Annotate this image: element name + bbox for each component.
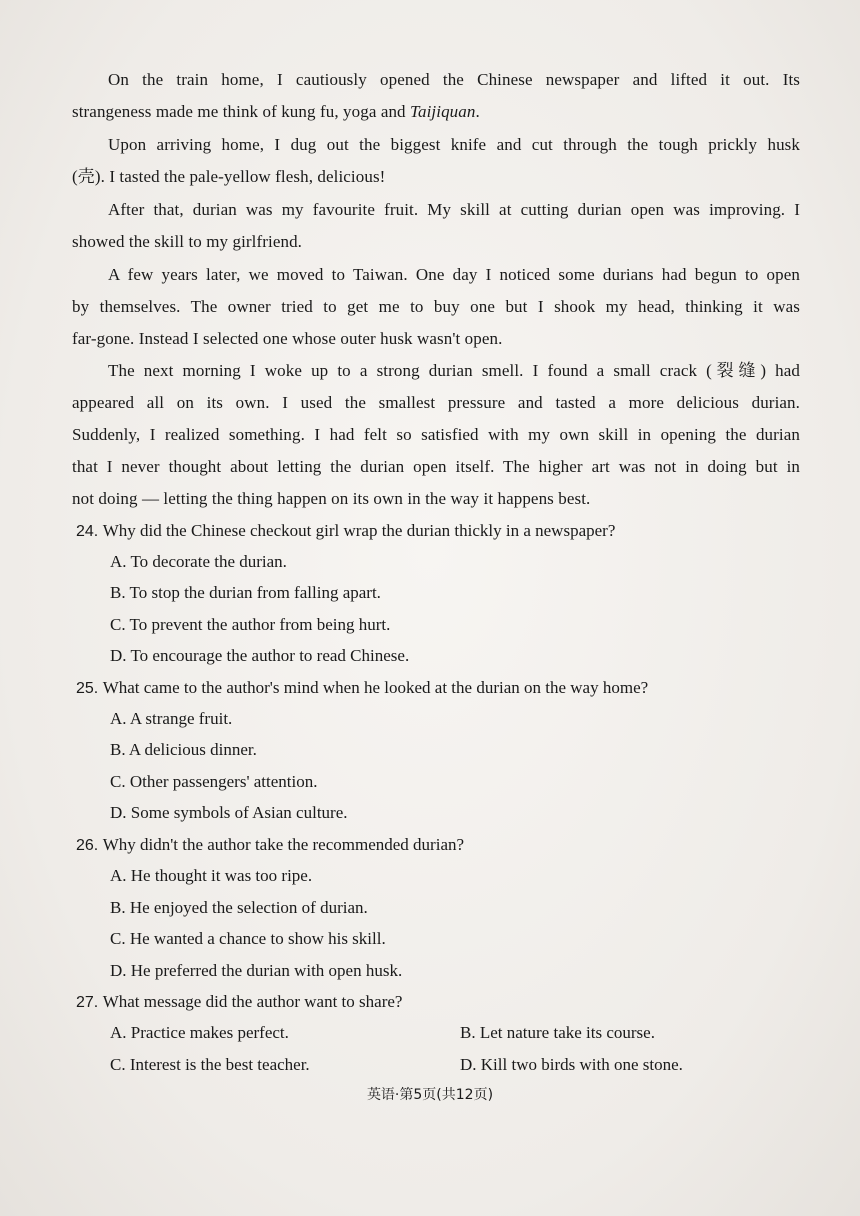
option-24-b[interactable]: B. To stop the durian from falling apart. bbox=[110, 583, 381, 602]
option-24-c[interactable]: C. To prevent the author from being hurt. bbox=[110, 615, 391, 634]
passage-line: strangeness made me think of kung fu, yoga and Taijiquan. bbox=[72, 102, 480, 121]
passage-line: (壳). I tasted the pale-yellow flesh, delicious! bbox=[72, 167, 386, 186]
passage-line: appeared all on its own. I used the smallest pressure and tasted a more delicious durian. bbox=[72, 393, 800, 412]
question-24 bbox=[76, 520, 615, 543]
passage-line: by themselves. The owner tried to get me to buy one but I shook my head, thinking it was bbox=[72, 297, 800, 316]
page-footer: 英语·第5页(共12页) bbox=[366, 1087, 494, 1103]
question-text: Why didn't the author take the recommended durian? bbox=[102, 835, 465, 854]
question-26 bbox=[76, 834, 464, 857]
passage-line: showed the skill to my girlfriend. bbox=[72, 232, 303, 251]
option-25-b[interactable]: B. A delicious dinner. bbox=[110, 740, 257, 759]
question-number: 25. bbox=[76, 680, 103, 697]
option-26-c[interactable]: C. He wanted a chance to show his skill. bbox=[110, 929, 386, 948]
option-27-a[interactable]: A. Practice makes perfect. bbox=[110, 1023, 289, 1042]
option-26-a[interactable]: A. He thought it was too ripe. bbox=[110, 866, 313, 885]
question-number: 27. bbox=[76, 994, 103, 1011]
question-25 bbox=[76, 677, 648, 700]
question-27 bbox=[76, 991, 402, 1014]
option-25-d[interactable]: D. Some symbols of Asian culture. bbox=[110, 803, 348, 822]
option-26-d[interactable]: D. He preferred the durian with open husk. bbox=[110, 961, 403, 980]
option-25-c[interactable]: C. Other passengers' attention. bbox=[110, 772, 318, 791]
passage-line: Suddenly, I realized something. I had felt so satisfied with my own skill in opening the durian bbox=[72, 425, 800, 444]
question-number: 26. bbox=[76, 837, 103, 854]
passage-line: The next morning I woke up to a strong durian smell. I found a small crack (裂缝) had bbox=[108, 361, 800, 380]
option-24-a[interactable]: A. To decorate the durian. bbox=[110, 552, 287, 571]
question-text: What message did the author want to share? bbox=[102, 992, 403, 1011]
option-24-d[interactable]: D. To encourage the author to read Chinese. bbox=[110, 646, 410, 665]
option-25-a[interactable]: A. A strange fruit. bbox=[110, 709, 233, 728]
option-27-d[interactable]: D. Kill two birds with one stone. bbox=[460, 1055, 683, 1074]
italic-term: Taijiquan bbox=[410, 102, 476, 121]
passage-line: that I never thought about letting the durian open itself. The higher art was not in doing but in bbox=[72, 457, 800, 476]
question-text: Why did the Chinese checkout girl wrap the durian thickly in a newspaper? bbox=[102, 521, 616, 540]
option-26-b[interactable]: B. He enjoyed the selection of durian. bbox=[110, 898, 368, 917]
option-27-b[interactable]: B. Let nature take its course. bbox=[460, 1023, 655, 1042]
passage-line: not doing — letting the thing happen on its own in the way it happens best. bbox=[72, 489, 591, 508]
question-number: 24. bbox=[76, 523, 103, 540]
passage-line: far-gone. Instead I selected one whose outer husk wasn't open. bbox=[72, 329, 503, 348]
question-text: What came to the author's mind when he looked at the durian on the way home? bbox=[102, 678, 649, 697]
passage-line: After that, durian was my favourite fruit. My skill at cutting durian open was improving. I bbox=[108, 200, 800, 219]
passage-line: On the train home, I cautiously opened the Chinese newspaper and lifted it out. Its bbox=[108, 70, 800, 89]
option-27-c[interactable]: C. Interest is the best teacher. bbox=[110, 1055, 310, 1074]
passage-line: Upon arriving home, I dug out the biggest knife and cut through the tough prickly husk bbox=[108, 135, 800, 154]
passage-line: A few years later, we moved to Taiwan. One day I noticed some durians had begun to open bbox=[108, 265, 800, 284]
